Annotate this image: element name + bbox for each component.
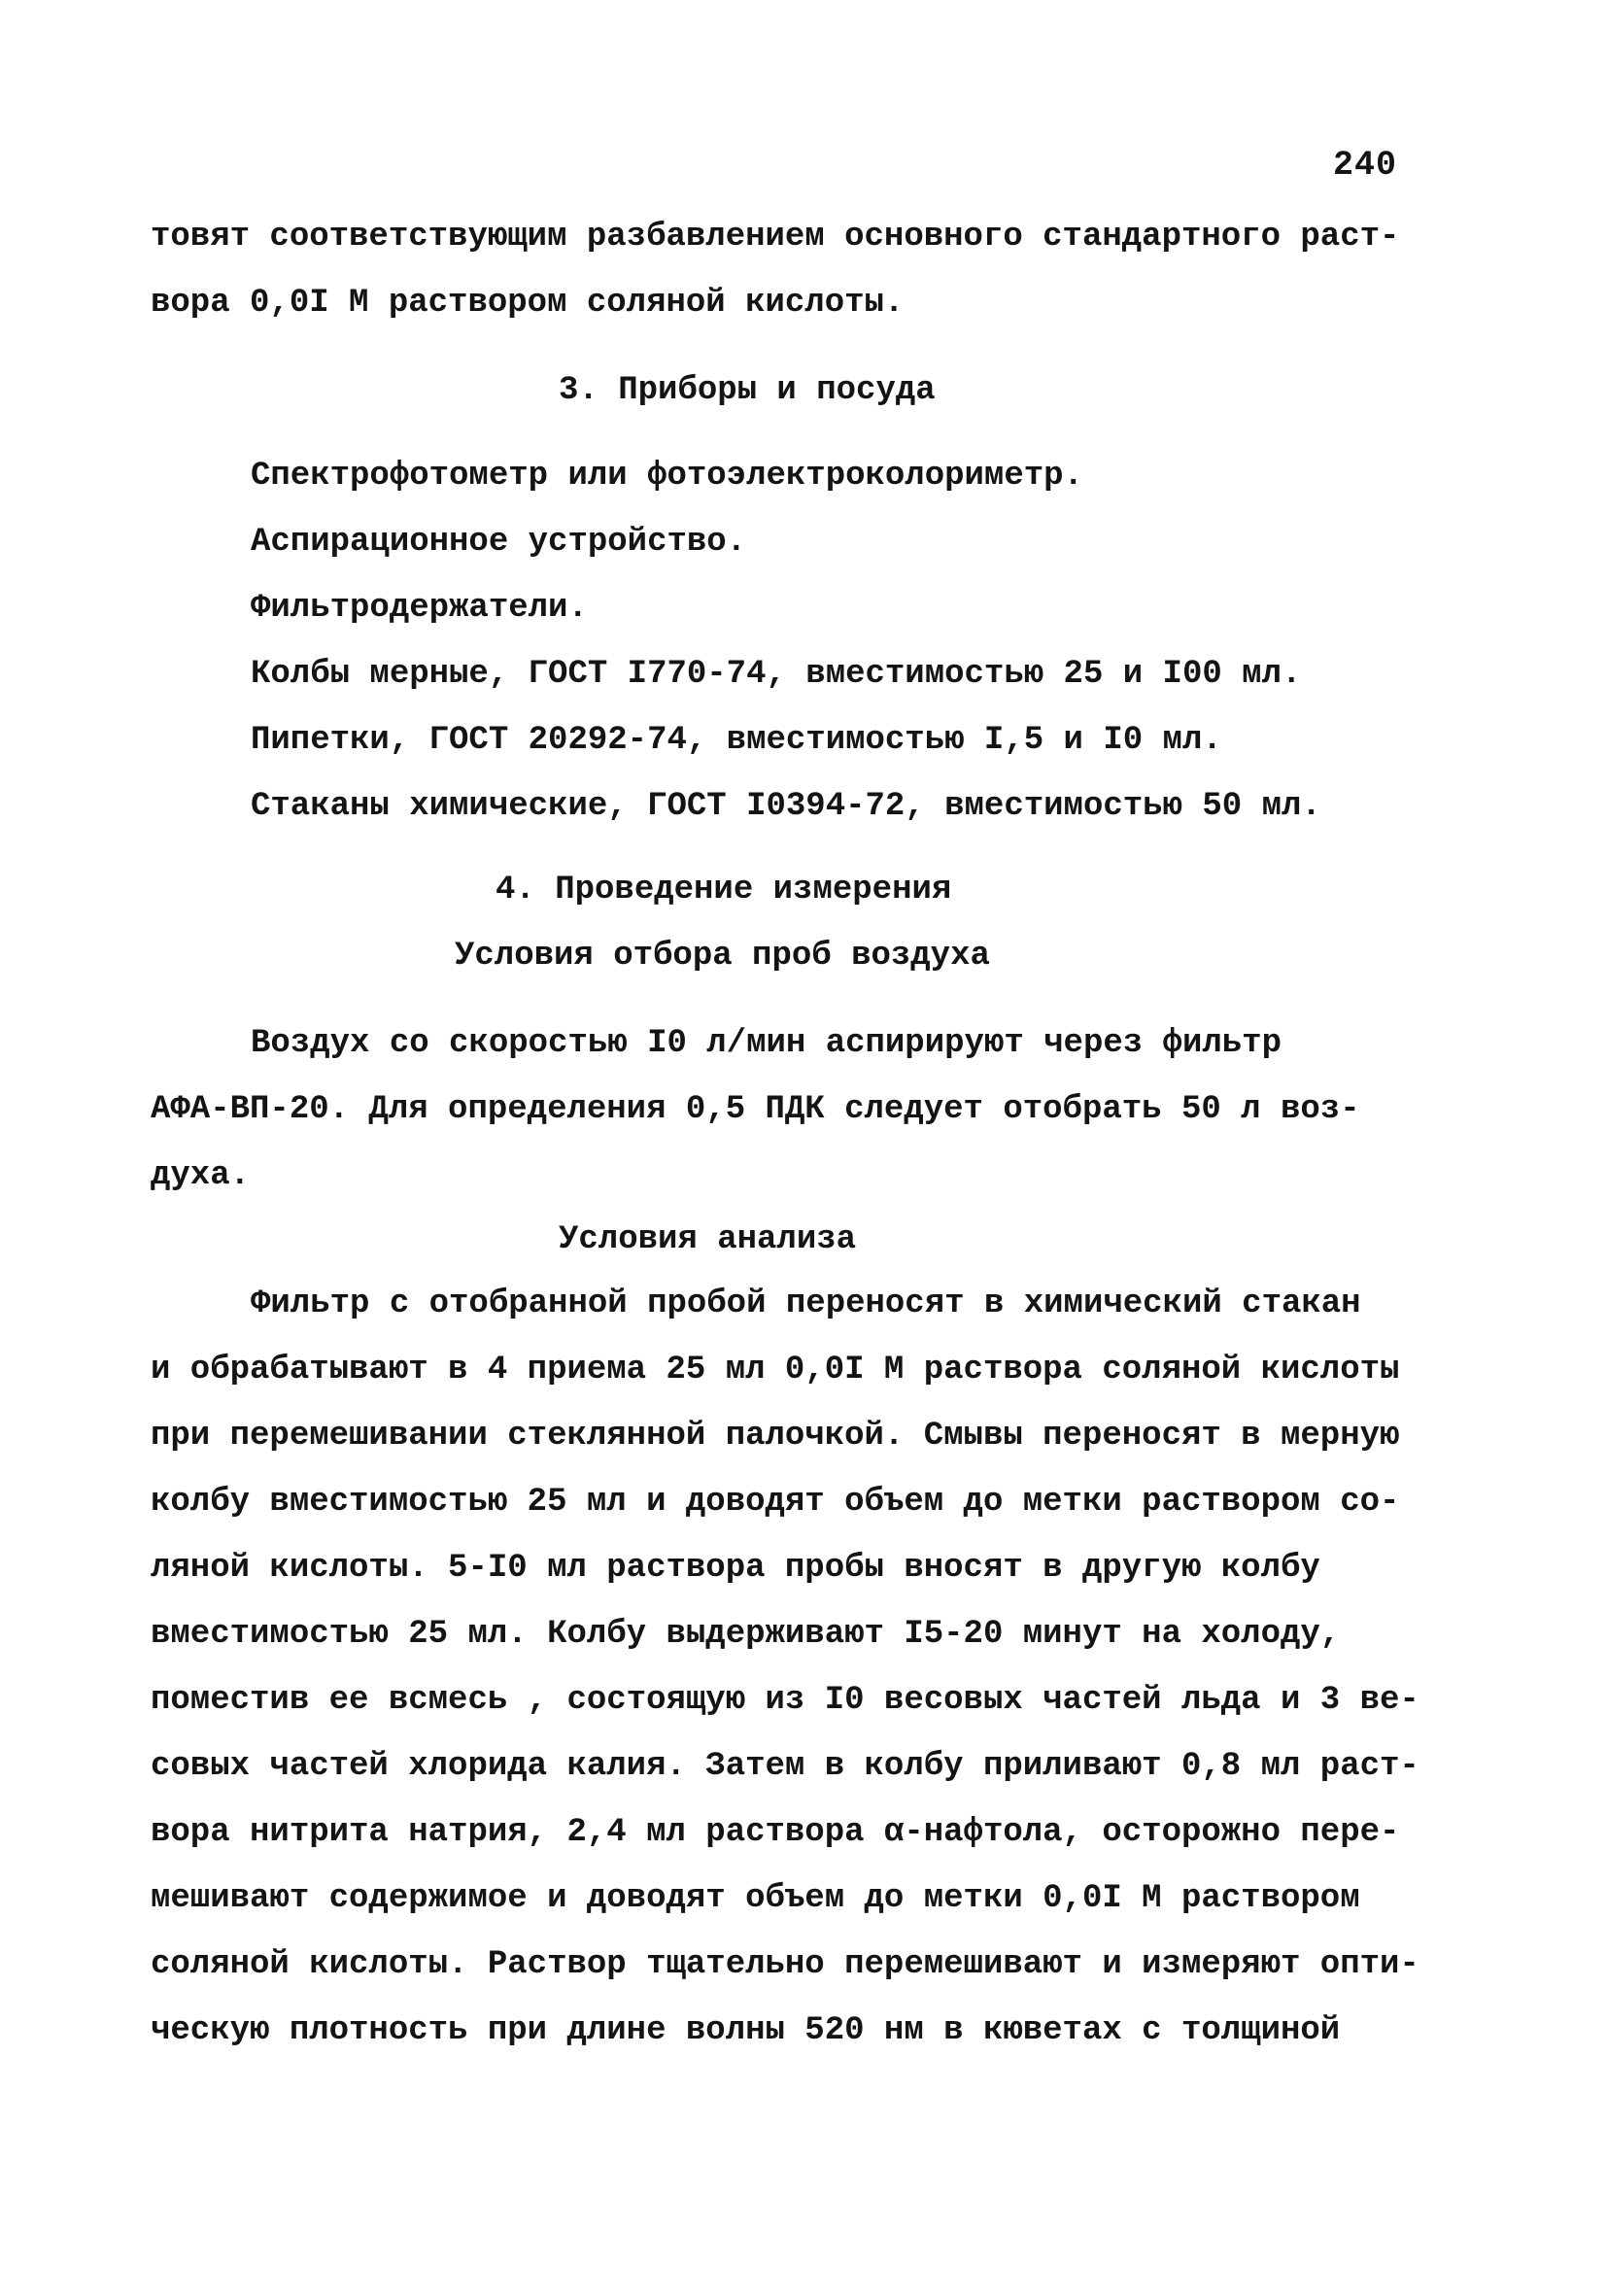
equipment-item: Пипетки, ГОСТ 20292-74, вместимостью I,5 и I0 мл. xyxy=(251,722,1222,759)
text-line: ляной кислоты. 5-I0 мл раствора пробы вносят в другую колбу xyxy=(151,1550,1320,1587)
equipment-item: Фильтродержатели. xyxy=(251,590,588,627)
section-heading: 4. Проведение измерения xyxy=(496,872,952,908)
text-line: товят соответствующим разбавлением основного стандартного раст- xyxy=(151,219,1400,256)
text-line: Воздух со скоростью I0 л/мин аспирируют через фильтр xyxy=(251,1025,1282,1062)
text-line: Фильтр с отобранной пробой переносят в химический стакан xyxy=(251,1285,1361,1322)
subsection-heading: Условия отбора проб воздуха xyxy=(455,938,990,975)
text-line: мешивают содержимое и доводят объем до метки 0,0I М раствором xyxy=(151,1880,1360,1917)
text-line: поместив ее всмесь , состоящую из I0 весовых частей льда и 3 ве- xyxy=(151,1682,1419,1719)
text-line: при перемешивании стеклянной палочкой. Смывы переносят в мерную xyxy=(151,1418,1400,1455)
text-line: колбу вместимостью 25 мл и доводят объем до метки раствором со- xyxy=(151,1484,1400,1521)
text-line: совых частей хлорида калия. Затем в колбу приливают 0,8 мл раст- xyxy=(151,1748,1419,1785)
section-heading: 3. Приборы и посуда xyxy=(559,372,936,409)
equipment-item: Аспирационное устройство. xyxy=(251,524,747,561)
text-line: АФА-ВП-20. Для определения 0,5 ПДК следует отобрать 50 л воз- xyxy=(151,1091,1360,1128)
text-line: вора 0,0I М раствором соляной кислоты. xyxy=(151,285,905,322)
equipment-item: Колбы мерные, ГОСТ I770-74, вместимостью 25 и I00 мл. xyxy=(251,656,1302,693)
text-line: ческую плотность при длине волны 520 нм в кюветах с толщиной xyxy=(151,2012,1341,2049)
text-line: вместимостью 25 мл. Колбу выдерживают I5-20 минут на холоду, xyxy=(151,1616,1341,1653)
subsection-heading: Условия анализа xyxy=(559,1221,857,1258)
equipment-item: Спектрофотометр или фотоэлектроколориметр. xyxy=(251,458,1083,495)
text-line: и обрабатывают в 4 приема 25 мл 0,0I М раствора соляной кислоты xyxy=(151,1352,1400,1388)
text-line: вора нитрита натрия, 2,4 мл раствора α-нафтола, осторожно пере- xyxy=(151,1814,1400,1851)
equipment-item: Стаканы химические, ГОСТ I0394-72, вместимостью 50 мл. xyxy=(251,788,1321,825)
text-line: духа. xyxy=(151,1157,251,1194)
text-line: соляной кислоты. Раствор тщательно перемешивают и измеряют опти- xyxy=(151,1946,1419,1983)
page-number: 240 xyxy=(1333,146,1398,185)
